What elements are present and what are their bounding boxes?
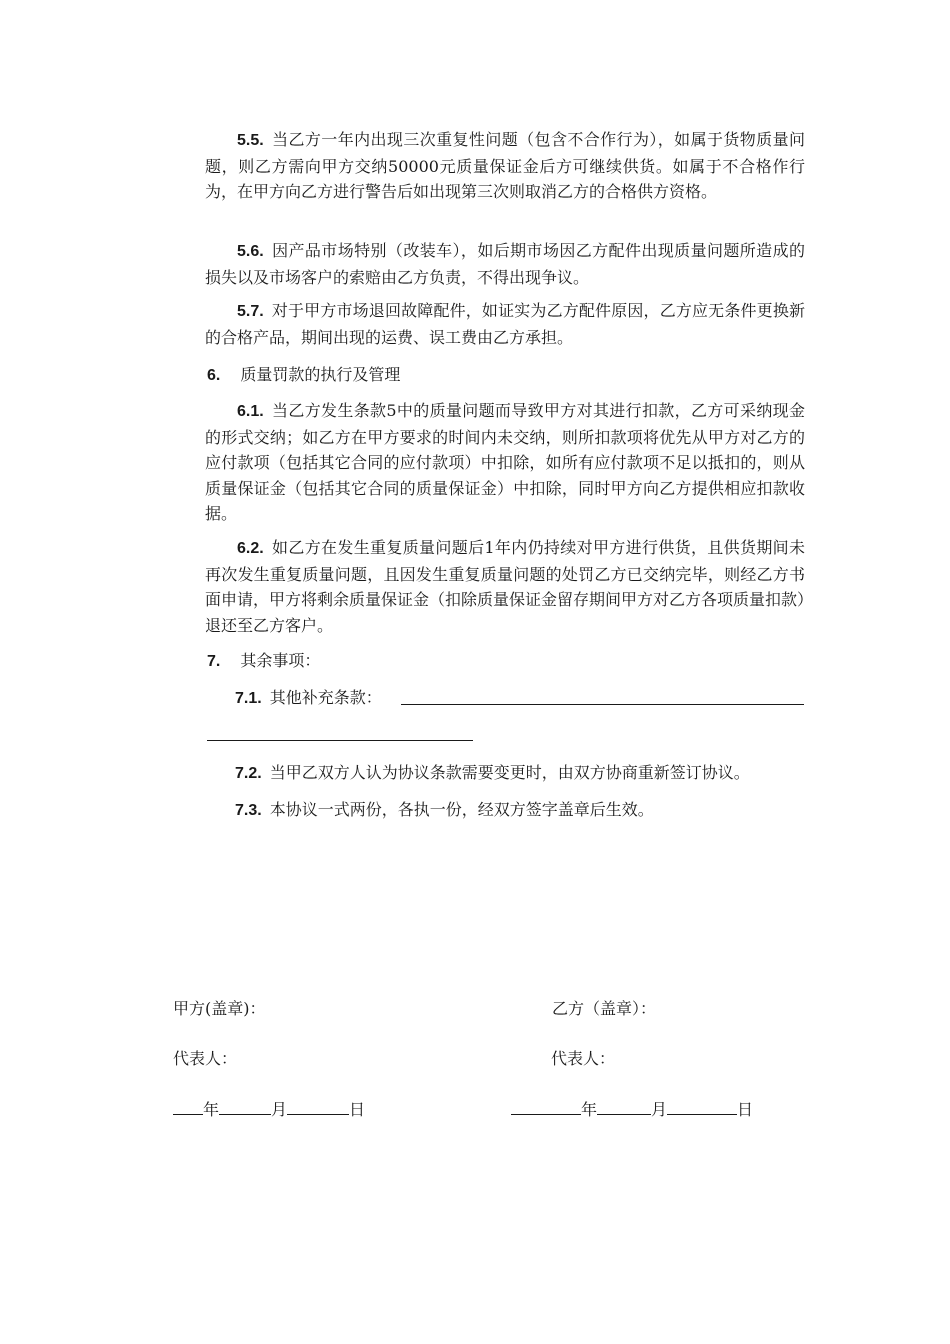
clause-text: 其他补充条款： xyxy=(269,688,382,707)
clause-text: 如乙方在发生重复质量问题后1年内仍持续对甲方进行供货，且供货期间未再次发生重复质量问题，且因发生重复质量问题的处罚乙方已交纳完毕，则经乙方书面申请，甲方将剩余质量保证金（扣除质量保证金留存期间甲方对乙方各项质量扣款）退还至乙方客户。 xyxy=(205,538,806,635)
day-label: 日 xyxy=(349,1100,366,1119)
clause-5-6 xyxy=(205,238,805,290)
clause-number: 7.2. xyxy=(235,765,262,782)
month-blank xyxy=(597,1097,651,1115)
party-b-stamp-label: 乙方（盖章）： xyxy=(552,999,657,1018)
clause-7-2 xyxy=(205,760,805,787)
clause-text: 本协议一式两份，各执一份，经双方签字盖章后生效。 xyxy=(269,800,654,819)
section-number: 7. xyxy=(207,653,221,670)
section-title: 质量罚款的执行及管理 xyxy=(240,365,401,384)
year-label: 年 xyxy=(203,1100,220,1119)
month-label: 月 xyxy=(651,1100,668,1119)
year-label: 年 xyxy=(581,1100,598,1119)
clause-6-2 xyxy=(205,535,805,638)
party-a-stamp-label: 甲方(盖章)： xyxy=(173,999,266,1018)
party-b-representative-label: 代表人： xyxy=(551,1049,616,1068)
clause-5-7 xyxy=(205,298,805,350)
day-blank xyxy=(667,1097,737,1115)
clause-number: 6.1. xyxy=(237,403,264,420)
clause-number: 7.3. xyxy=(235,802,262,819)
day-blank xyxy=(287,1097,349,1115)
party-b-date xyxy=(511,1097,753,1122)
section-number: 6. xyxy=(207,367,221,384)
fill-in-line xyxy=(207,740,473,741)
clause-text: 当乙方一年内出现三次重复性问题（包含不合作行为），如属于货物质量问题，则乙方需向甲方交纳50000元质量保证金后方可继续供货。如属于不合格作行为，在甲方向乙方进行警告后如出现第三次则取消乙方的合格供方资格。 xyxy=(205,130,805,201)
clause-number: 5.6. xyxy=(237,243,264,260)
clause-6-1 xyxy=(205,398,805,527)
party-a-date xyxy=(173,1097,365,1122)
fill-in-line xyxy=(401,704,804,705)
clause-7-3 xyxy=(205,797,805,824)
month-blank xyxy=(219,1097,271,1115)
clause-5-5 xyxy=(205,127,805,205)
section-6-heading xyxy=(207,362,400,388)
year-blank xyxy=(173,1097,203,1115)
clause-text: 当乙方发生条款5中的质量问题而导致甲方对其进行扣款，乙方可采纳现金的形式交纳；如乙方在甲方要求的时间内未交纳，则所扣款项将优先从甲方对乙方的应付款项（包括其它合同的应付款项）中扣除，如所有应付款项不足以抵扣的，则从质量保证金（包括其它合同的质量保证金）中扣除，同时甲方向乙方提供相应扣款收据。 xyxy=(205,401,805,523)
month-label: 月 xyxy=(271,1100,288,1119)
section-title: 其余事项： xyxy=(240,651,321,670)
clause-7-1 xyxy=(205,685,805,712)
clause-number: 5.7. xyxy=(237,303,264,320)
clause-text: 因产品市场特别（改装车），如后期市场因乙方配件出现质量问题所造成的损失以及市场客户的索赔由乙方负责，不得出现争议。 xyxy=(205,241,805,287)
section-7-heading xyxy=(207,648,320,674)
day-label: 日 xyxy=(737,1100,754,1119)
clause-text: 当甲乙双方人认为协议条款需要变更时，由双方协商重新签订协议。 xyxy=(269,763,750,782)
party-a-representative-label: 代表人： xyxy=(173,1049,238,1068)
clause-number: 5.5. xyxy=(237,132,264,149)
clause-text: 对于甲方市场退回故障配件，如证实为乙方配件原因，乙方应无条件更换新的合格产品，期间出现的运费、误工费由乙方承担。 xyxy=(205,301,805,347)
clause-number: 7.1. xyxy=(235,690,262,707)
clause-number: 6.2. xyxy=(237,540,264,557)
year-blank xyxy=(511,1097,581,1115)
